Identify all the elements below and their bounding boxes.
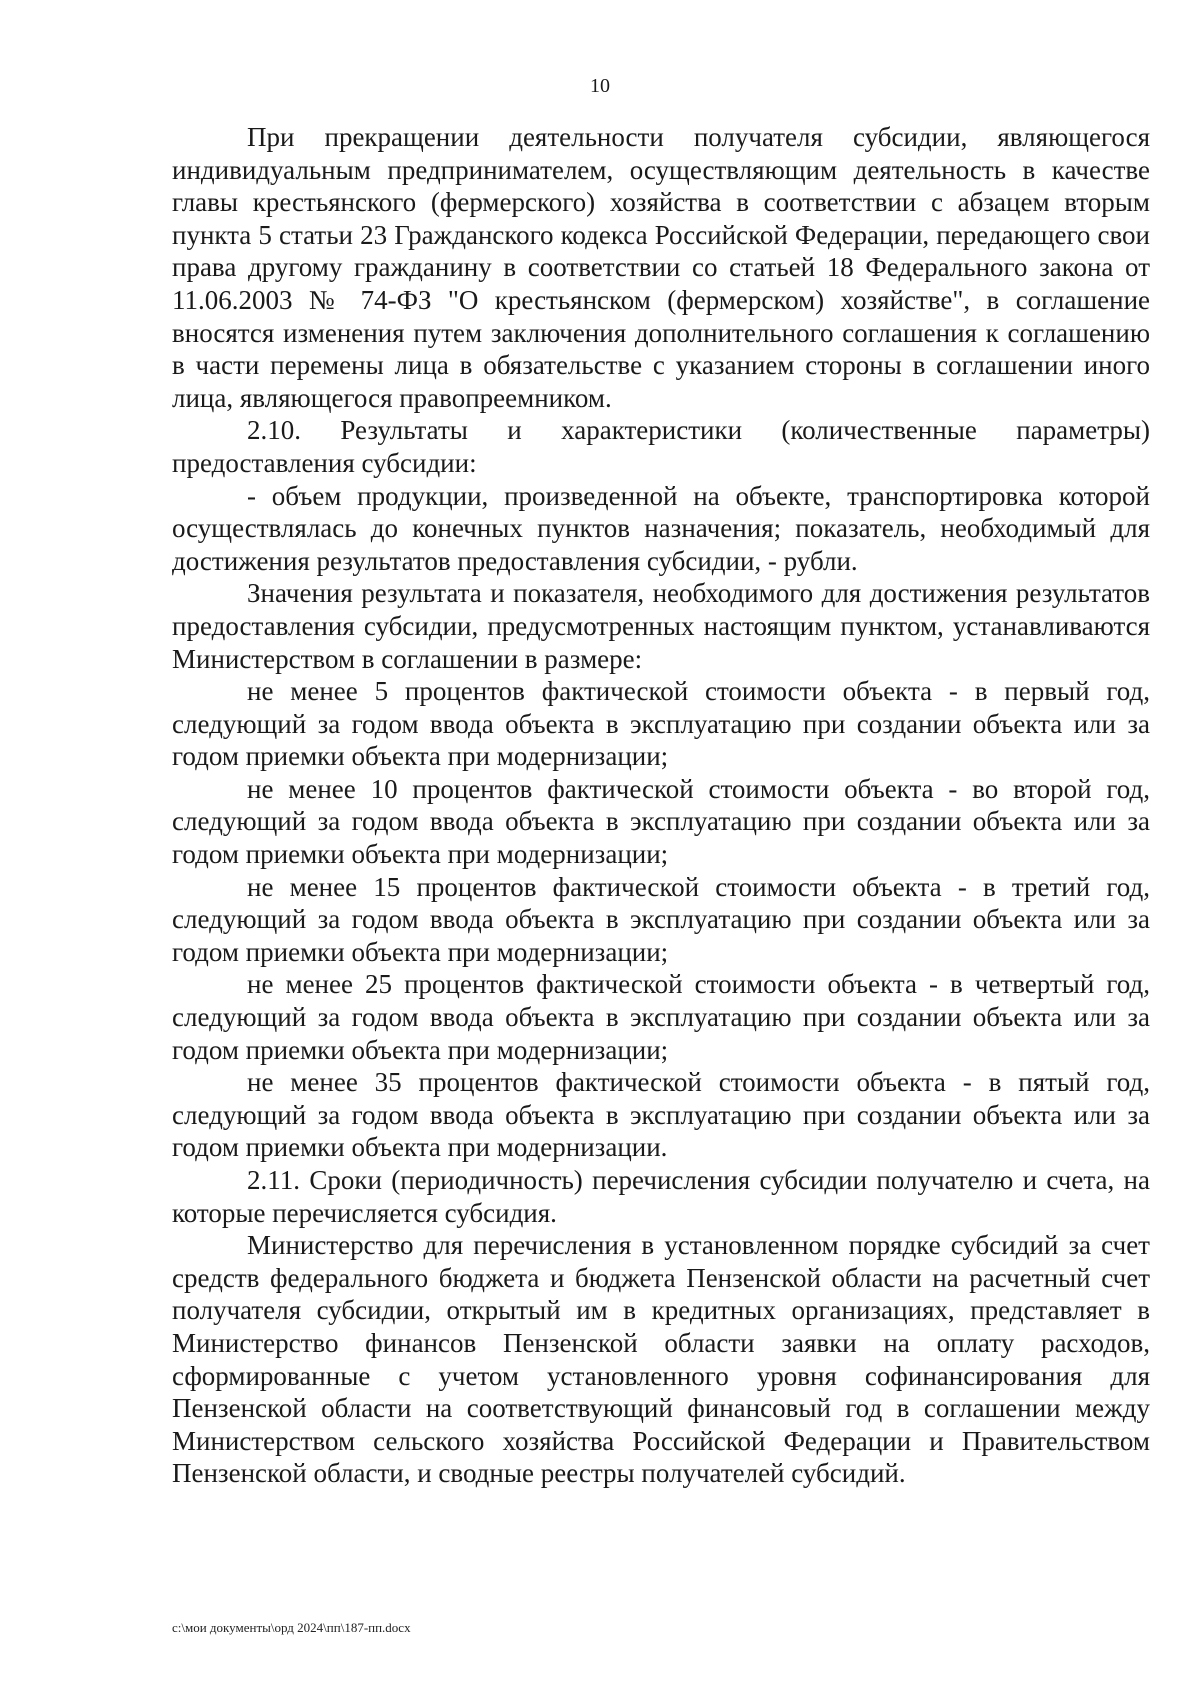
paragraph-year-5: не менее 35 процентов фактической стоимости объекта - в пятый год, следующий за годом ввода объекта в эксплуатацию при создании объекта или за годом приемки объекта при модернизации.	[172, 1067, 1150, 1163]
paragraph-production-volume: - объем продукции, произведенной на объекте, транспортировка которой осуществлялась до конечных пунктов назначения; показатель, необходимый для достижения результатов предоставления субсидии, - рубли.	[172, 480, 1150, 576]
document-body	[172, 121, 1150, 1490]
paragraph-section-2-10-heading: 2.10. Результаты и характеристики (количественные параметры) предоставления субсидии:	[172, 415, 1150, 478]
paragraph-year-4: не менее 25 процентов фактической стоимости объекта - в четвертый год, следующий за годом ввода объекта в эксплуатацию при создании объекта или за годом приемки объекта при модернизации;	[172, 969, 1150, 1065]
paragraph-section-2-11-heading: 2.11. Сроки (периодичность) перечисления субсидии получателю и счета, на которые перечисляется субсидия.	[172, 1165, 1150, 1228]
paragraph-year-2: не менее 10 процентов фактической стоимости объекта - во второй год, следующий за годом ввода объекта в эксплуатацию при создании объекта или за годом приемки объекта при модернизации;	[172, 773, 1150, 870]
paragraph-year-3: не менее 15 процентов фактической стоимости объекта - в третий год, следующий за годом ввода объекта в эксплуатацию при создании объекта или за годом приемки объекта при модернизации;	[172, 871, 1150, 967]
paragraph-ministry-transfer: Министерство для перечисления в установленном порядке субсидий за счет средств федерального бюджета и бюджета Пензенской области на расчетный счет получателя субсидии, открытый им в кредитных организациях, представляет в Министерство финансов Пензенской области заявки на оплату расходов, сформированные с учетом установленного уровня софинансирования для Пензенской области на соответствующий финансовый год в соглашении между Министерством сельского хозяйства Российской Федерации и Правительством Пензенской области, и сводные реестры получателей субсидий.	[172, 1230, 1150, 1489]
footer-file-path: c:\мои документы\орд 2024\пп\187-пп.docx	[172, 1620, 411, 1635]
paragraph-successor-clause: При прекращении деятельности получателя субсидии, являющегося индивидуальным предпринимателем, осуществляющим деятельность в качестве главы крестьянского (фермерского) хозяйства в соответствии с абзацем вторым пункта 5 статьи 23 Гражданского кодекса Российской Федерации, передающего свои права другому гражданину в соответствии со статьей 18 Федерального закона от 11.06.2003 № 74-ФЗ "О крестьянском (фермерском) хозяйстве", в соглашение вносятся изменения путем заключения дополнительного соглашения к соглашению в части перемены лица в обязательстве с указанием стороны в соглашении иного лица, являющегося правопреемником.	[172, 122, 1150, 413]
paragraph-year-1: не менее 5 процентов фактической стоимости объекта - в первый год, следующий за годом ввода объекта в эксплуатацию при создании объекта или за годом приемки объекта при модернизации;	[172, 676, 1150, 772]
page-number: 10	[590, 75, 610, 97]
paragraph-result-values: Значения результата и показателя, необходимого для достижения результатов предоставления субсидии, предусмотренных настоящим пунктом, устанавливаются Министерством в соглашении в размере:	[172, 578, 1150, 674]
